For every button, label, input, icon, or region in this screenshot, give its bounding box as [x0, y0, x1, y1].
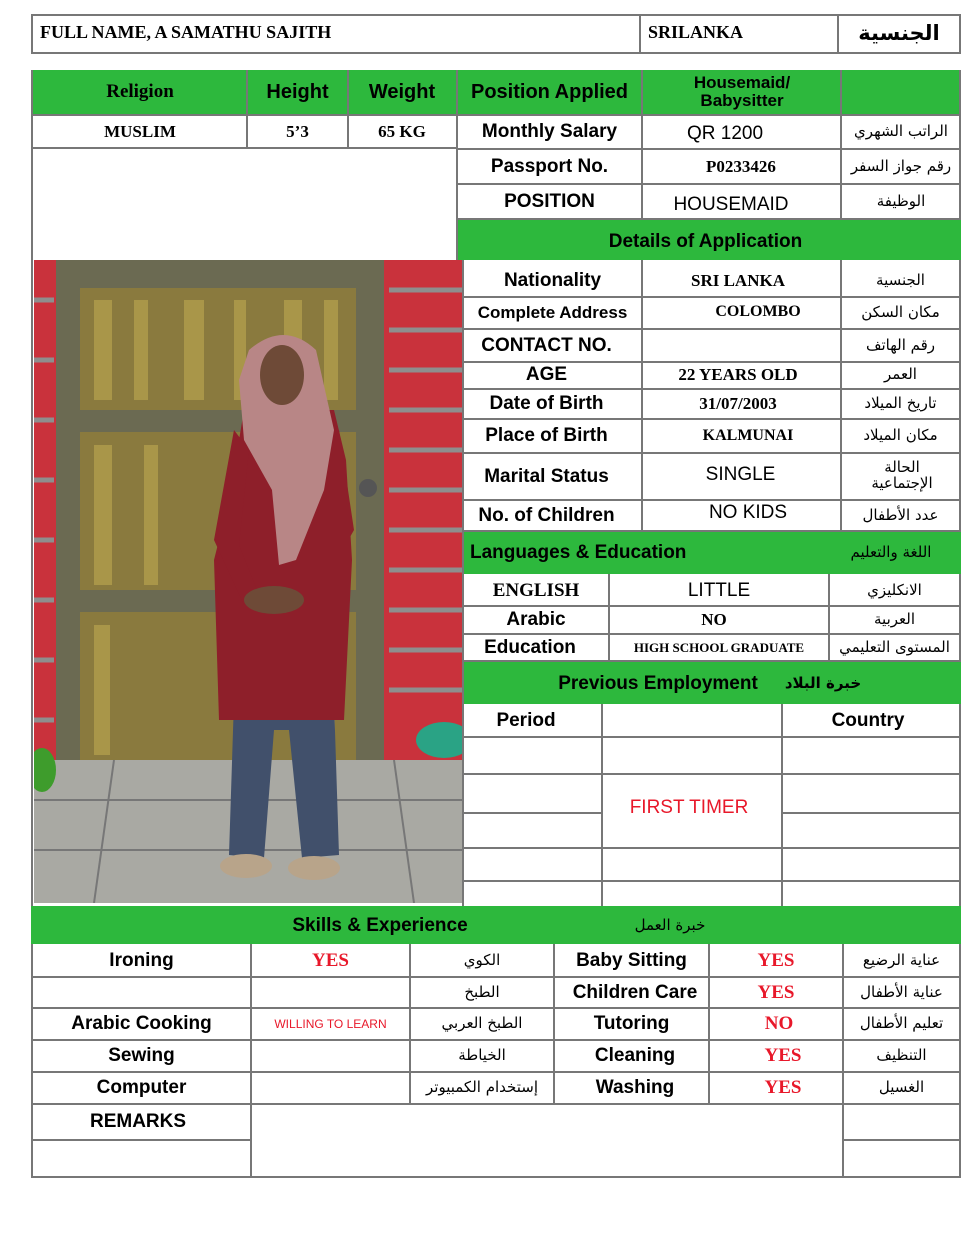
passport-value: P0233426: [706, 156, 776, 176]
skill-arabic-cooking-label: Arabic Cooking: [71, 1013, 212, 1035]
skill-ironing-ar: الكوي: [463, 951, 501, 970]
salary-label: Monthly Salary: [481, 121, 618, 143]
skill-arabic-cooking-value: WILLING TO LEARN: [274, 1016, 387, 1031]
arabic-label: Arabic: [506, 609, 566, 631]
children-value: NO KIDS: [708, 501, 788, 523]
nationality-ar: الجنسية: [876, 271, 925, 290]
address-value: COLOMBO: [715, 303, 801, 321]
contact-value: [643, 330, 840, 361]
skill-cooking-value: [252, 978, 409, 1007]
height-value: 5’3: [286, 122, 309, 142]
employment-title-ar: خبرة البلاد: [784, 674, 862, 693]
skill-childcare-value: YES: [757, 981, 795, 1003]
skill-computer-value: [252, 1073, 409, 1103]
position-label: POSITION: [504, 190, 595, 212]
marital-ar: الحالة الإجتماعية: [871, 457, 933, 492]
languages-title: Languages & Education: [470, 542, 687, 564]
skill-childcare-ar: عناية الأطفال: [860, 982, 943, 1001]
skills-title-ar: خبرة العمل: [634, 916, 706, 935]
pob-label: Place of Birth: [485, 425, 608, 447]
skills-title: Skills & Experience: [292, 915, 468, 937]
skill-cleaning-ar: التنظيف: [876, 1046, 927, 1065]
religion-value: MUSLIM: [104, 122, 176, 142]
weight-label: Weight: [368, 80, 436, 103]
english-ar: الانكليزي: [867, 581, 922, 600]
skill-washing-label: Washing: [595, 1077, 675, 1099]
age-label: AGE: [525, 364, 568, 386]
address-ar: مكان السكن: [861, 302, 940, 321]
details-title: Details of Application: [608, 231, 803, 253]
age-ar: العمر: [884, 365, 917, 384]
nationality-value: SRI LANKA: [691, 271, 785, 291]
skill-ironing-value: YES: [312, 950, 349, 972]
contact-ar: رقم الهاتف: [865, 335, 936, 354]
skill-sewing-ar: الخياطة: [458, 1046, 506, 1065]
skills-header: [31, 906, 961, 944]
passport-ar: رقم جواز السفر: [850, 156, 952, 175]
skill-washing-value: YES: [764, 1077, 802, 1099]
position-applied-label: Position Applied: [470, 80, 629, 103]
education-value: HIGH SCHOOL GRADUATE: [633, 639, 805, 655]
english-value: LITTLE: [687, 580, 751, 602]
skill-cooking-label: [33, 978, 250, 1007]
languages-title-ar: اللغة والتعليم: [850, 543, 932, 562]
period-label: Period: [496, 710, 556, 732]
position-applied-value: Housemaid/ Babysitter: [693, 73, 791, 110]
skill-arabic-cooking-ar: الطبخ العربي: [441, 1014, 523, 1033]
address-label: Complete Address: [477, 302, 628, 322]
position-value: HOUSEMAID: [673, 193, 789, 215]
skill-tutoring-value: NO: [764, 1013, 794, 1035]
children-label: No. of Children: [478, 504, 615, 526]
nationality-label: Nationality: [503, 270, 602, 292]
header-nationality-ar: الجنسية: [858, 21, 940, 45]
first-timer-note: FIRST TIMER: [629, 797, 749, 819]
skill-babysitting-value: YES: [757, 950, 795, 972]
skill-childcare-label: Children Care: [572, 981, 698, 1003]
skill-sewing-value: [252, 1041, 409, 1071]
applicant-photo: [34, 260, 464, 903]
full-name: FULL NAME, A SAMATHU SAJITH: [40, 21, 332, 42]
marital-label: Marital Status: [484, 465, 609, 487]
skill-ironing-label: Ironing: [109, 950, 174, 972]
dob-value: 31/07/2003: [699, 393, 777, 413]
skill-babysitting-ar: عناية الرضيع: [862, 951, 941, 970]
age-value: 22 YEARS OLD: [678, 365, 798, 385]
skill-sewing-label: Sewing: [108, 1045, 175, 1067]
header-country: SRILANKA: [648, 21, 744, 42]
english-label: ENGLISH: [492, 580, 580, 602]
skill-babysitting-label: Baby Sitting: [576, 950, 687, 972]
contact-label: CONTACT NO.: [481, 334, 612, 356]
arabic-value: NO: [701, 610, 727, 630]
height-label: Height: [266, 80, 329, 103]
marital-value: SINGLE: [705, 464, 776, 486]
dob-label: Date of Birth: [489, 392, 604, 414]
religion-label: Religion: [106, 81, 174, 103]
education-ar: المستوى التعليمي: [839, 637, 950, 656]
skill-tutoring-label: Tutoring: [593, 1013, 670, 1035]
education-label: Education: [484, 636, 576, 658]
dob-ar: تاريخ الميلاد: [864, 393, 937, 412]
country-label: Country: [831, 710, 905, 732]
pob-ar: مكان الميلاد: [863, 426, 938, 445]
children-ar: عدد الأطفال: [862, 505, 939, 524]
skill-tutoring-ar: تعليم الأطفال: [859, 1014, 944, 1033]
weight-value: 65 KG: [378, 122, 426, 142]
salary-value: QR 1200: [686, 123, 764, 145]
arabic-ar: العربية: [874, 610, 915, 629]
employment-title: Previous Employment: [558, 673, 758, 695]
salary-ar: الراتب الشهري: [854, 122, 948, 141]
skill-cooking-ar: الطبخ: [464, 982, 500, 1001]
skill-computer-ar: إستخدام الكمبيوتر: [426, 1078, 538, 1097]
skill-computer-label: Computer: [96, 1077, 187, 1099]
remarks-label: REMARKS: [89, 1111, 187, 1133]
passport-label: Passport No.: [490, 155, 609, 177]
skill-cleaning-value: YES: [764, 1045, 802, 1067]
skill-washing-ar: الغسيل: [878, 1078, 925, 1097]
skill-cleaning-label: Cleaning: [594, 1045, 676, 1067]
position-ar: الوظيفة: [876, 191, 926, 210]
pob-value: KALMUNAI: [702, 426, 794, 444]
